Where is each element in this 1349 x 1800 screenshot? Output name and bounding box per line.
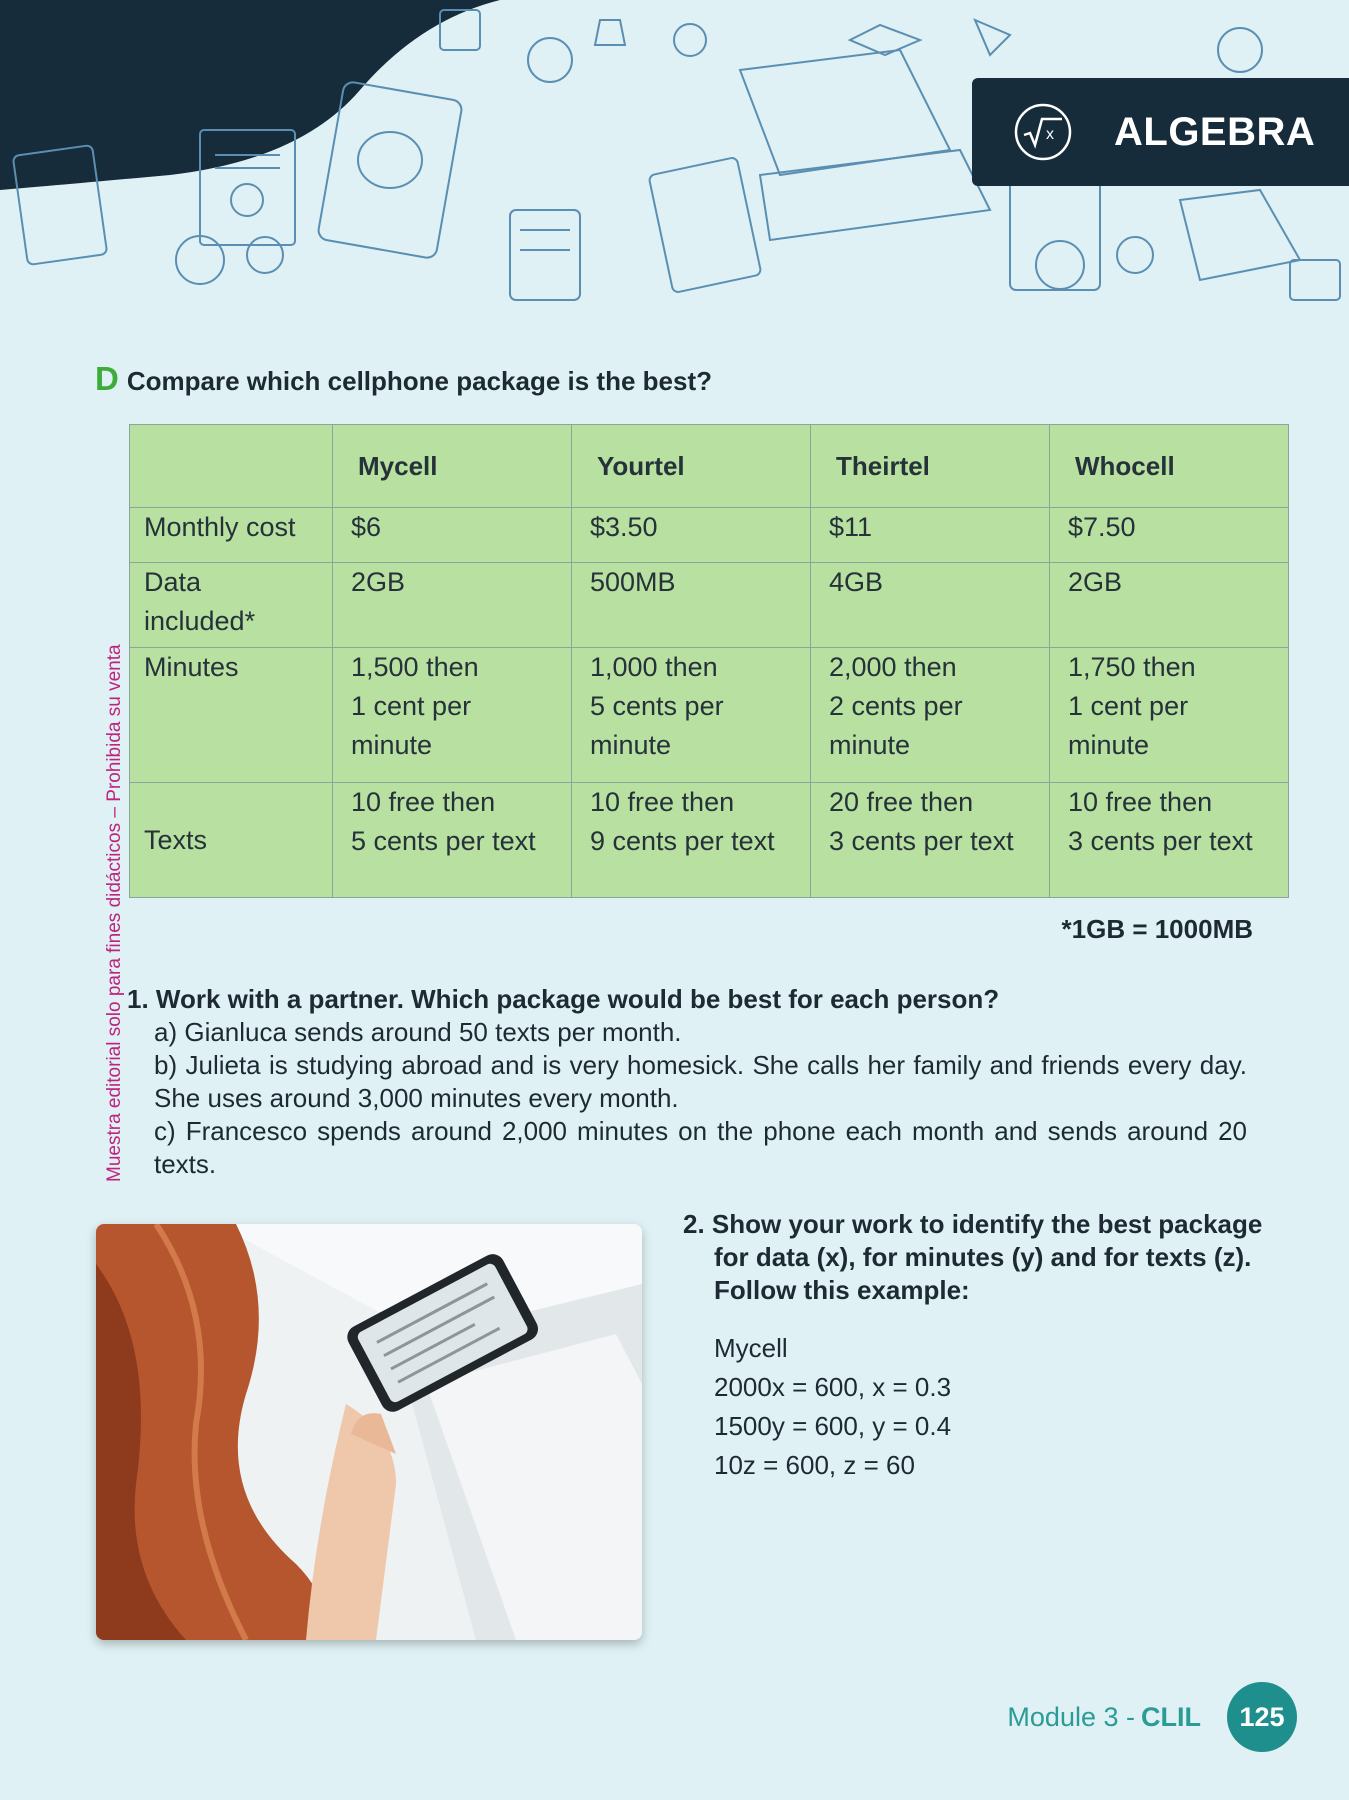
example-line: 10z = 600, z = 60 bbox=[714, 1450, 915, 1480]
cell-line: 3 cents per text bbox=[1068, 826, 1253, 856]
table-cell: $6 bbox=[333, 508, 572, 563]
example-line: 1500y = 600, y = 0.4 bbox=[714, 1411, 952, 1441]
table-row bbox=[130, 508, 1289, 563]
question-1 bbox=[127, 983, 1247, 1181]
page-number: 125 bbox=[1227, 1682, 1297, 1752]
table-footnote: *1GB = 1000MB bbox=[1061, 914, 1253, 944]
table-header-cell: Mycell bbox=[333, 425, 572, 508]
example-line: Mycell bbox=[714, 1333, 788, 1363]
cell-line: 5 cents per text bbox=[351, 826, 536, 856]
cell-line: 10 free then bbox=[590, 787, 735, 817]
row-label: Data included* bbox=[130, 563, 333, 648]
question-1-item: b) Julieta is studying abroad and is very homesick. She calls her family and friends every day. She uses around 3,000 minutes every month. bbox=[154, 1050, 1247, 1113]
section-banner-title: ALGEBRA bbox=[1114, 109, 1316, 154]
table-corner-cell bbox=[130, 425, 333, 508]
cell-line: 2 cents per bbox=[829, 691, 963, 721]
row-label: Monthly cost bbox=[130, 508, 333, 563]
table-row bbox=[130, 563, 1289, 648]
table-cell: 4GB bbox=[811, 563, 1050, 648]
svg-text:x: x bbox=[1046, 126, 1054, 143]
question-1-title: 1. Work with a partner. Which package would be best for each person? bbox=[127, 984, 1000, 1014]
side-disclaimer: Muestra editorial solo para fines didácticos – Prohibida su venta bbox=[104, 644, 125, 1182]
cell-line: 1,500 then bbox=[351, 652, 479, 682]
cell-line: minute bbox=[1068, 730, 1150, 760]
row-label: Minutes bbox=[130, 648, 333, 783]
table-cell bbox=[572, 648, 811, 783]
table-cell bbox=[333, 648, 572, 783]
module-label: Module 3 - bbox=[1007, 1701, 1135, 1732]
table-cell bbox=[811, 648, 1050, 783]
packages-table bbox=[129, 424, 1289, 898]
section-letter: D bbox=[95, 360, 119, 397]
cell-line: 1 cent per bbox=[351, 691, 472, 721]
table-cell bbox=[572, 783, 811, 898]
question-1-item: c) Francesco spends around 2,000 minutes on the phone each month and sends around 20 texts. bbox=[154, 1116, 1247, 1179]
cell-line: 20 free then bbox=[829, 787, 974, 817]
cell-line: 2,000 then bbox=[829, 652, 957, 682]
table-cell: $7.50 bbox=[1050, 508, 1289, 563]
section-heading bbox=[95, 360, 712, 398]
question-1-item: a) Gianluca sends around 50 texts per month. bbox=[154, 1017, 682, 1047]
table-row bbox=[130, 648, 1289, 783]
row-label: Texts bbox=[130, 783, 333, 898]
cell-line: 1 cent per bbox=[1068, 691, 1189, 721]
cell-line: 10 free then bbox=[1068, 787, 1213, 817]
table-cell bbox=[1050, 783, 1289, 898]
cell-line: 5 cents per bbox=[590, 691, 724, 721]
algebra-badge bbox=[972, 78, 1349, 186]
table-header-cell: Theirtel bbox=[811, 425, 1050, 508]
table-header-row bbox=[130, 425, 1289, 508]
question-2-title: 2. Show your work to identify the best package for data (x), for minutes (y) and for texts (z). Follow this example: bbox=[683, 1209, 1263, 1305]
table-cell bbox=[1050, 648, 1289, 783]
cell-line: minute bbox=[351, 730, 433, 760]
cell-line: 9 cents per text bbox=[590, 826, 775, 856]
table-header-cell: Whocell bbox=[1050, 425, 1289, 508]
table-cell bbox=[333, 783, 572, 898]
cell-line: minute bbox=[590, 730, 672, 760]
table-header-cell: Yourtel bbox=[572, 425, 811, 508]
sqrt-x-icon bbox=[1012, 101, 1074, 163]
phone-photo bbox=[96, 1224, 642, 1640]
section-title: Compare which cellphone package is the best? bbox=[126, 366, 712, 396]
table-cell: $11 bbox=[811, 508, 1050, 563]
cell-line: 1,750 then bbox=[1068, 652, 1196, 682]
cell-line: minute bbox=[829, 730, 911, 760]
cell-line: 1,000 then bbox=[590, 652, 718, 682]
table-cell bbox=[811, 783, 1050, 898]
table-cell: 500MB bbox=[572, 563, 811, 648]
table-cell: $3.50 bbox=[572, 508, 811, 563]
table-cell: 2GB bbox=[1050, 563, 1289, 648]
page-footer bbox=[1007, 1682, 1297, 1752]
cell-line: 3 cents per text bbox=[829, 826, 1014, 856]
table-cell: 2GB bbox=[333, 563, 572, 648]
module-section: CLIL bbox=[1141, 1701, 1201, 1732]
question-2 bbox=[683, 1208, 1263, 1485]
example-line: 2000x = 600, x = 0.3 bbox=[714, 1372, 952, 1402]
example-block bbox=[683, 1329, 1263, 1485]
table-row bbox=[130, 783, 1289, 898]
cell-line: 10 free then bbox=[351, 787, 496, 817]
